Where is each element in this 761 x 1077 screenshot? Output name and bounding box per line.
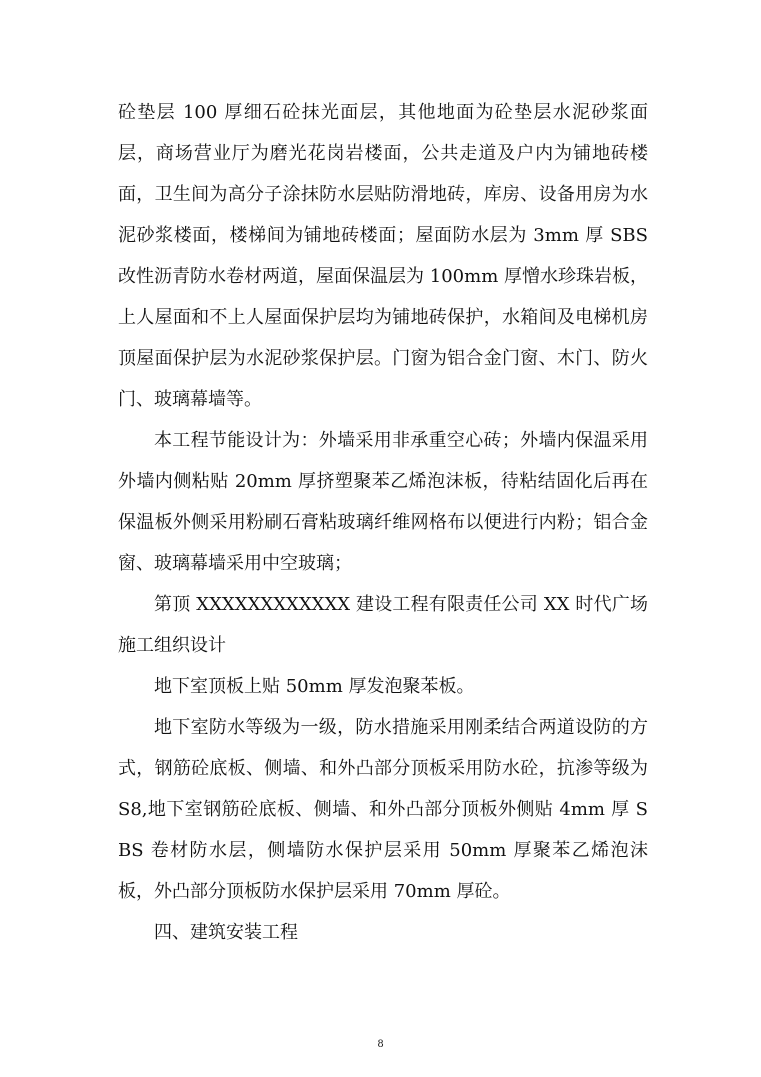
body-text bbox=[118, 92, 648, 953]
paragraph-energy-saving: 本工程节能设计为：外墙采用非承重空心砖；外墙内保温采用外墙内侧粘贴 20mm 厚挤塑聚苯乙烯泡沫板，待粘结固化后再在保温板外侧采用粉刷石膏粘玻璃纤维网格布以便进行内粉；铝合金窗、玻璃幕墙采用中空玻璃； bbox=[118, 430, 648, 574]
section-heading-installation: 四、建筑安装工程 bbox=[154, 922, 298, 943]
paragraph-basement-roof: 地下室顶板上贴 50mm 厚发泡聚苯板。 bbox=[154, 676, 475, 697]
paragraph-floor-finishes: 砼垫层 100 厚细石砼抹光面层，其他地面为砼垫层水泥砂浆面层，商场营业厅为磨光花岗岩楼面，公共走道及户内为铺地砖楼面，卫生间为高分子涂抹防水层贴防滑地砖，库房、设备用房为水泥砂浆楼面，楼梯间为铺地砖楼面；屋面防水层为 3mm 厚 SBS 改性沥青防水卷材两道，屋面保温层为 100mm 厚憎水珍珠岩板，上人屋面和不上人屋面保护层均为铺地砖保护，水箱间及电梯机房顶屋面保护层为水泥砂浆保护层。门窗为铝合金门窗、木门、防火门、玻璃幕墙等。 bbox=[118, 102, 648, 410]
paragraph-running-header: 第顶 XXXXXXXXXXXX 建设工程有限责任公司 XX 时代广场施工组织设计 bbox=[118, 594, 648, 656]
paragraph-basement-waterproofing: 地下室防水等级为一级，防水措施采用刚柔结合两道设防的方式，钢筋砼底板、侧墙、和外凸部分顶板采用防水砼，抗渗等级为 S8,地下室钢筋砼底板、侧墙、和外凸部分顶板外侧贴 4mm 厚 SBS 卷材防水层，侧墙防水保护层采用 50mm 厚聚苯乙烯泡沫板，外凸部分顶板防水保护层采用 70mm 厚砼。 bbox=[118, 717, 648, 902]
page-number: 8 bbox=[377, 1039, 384, 1050]
